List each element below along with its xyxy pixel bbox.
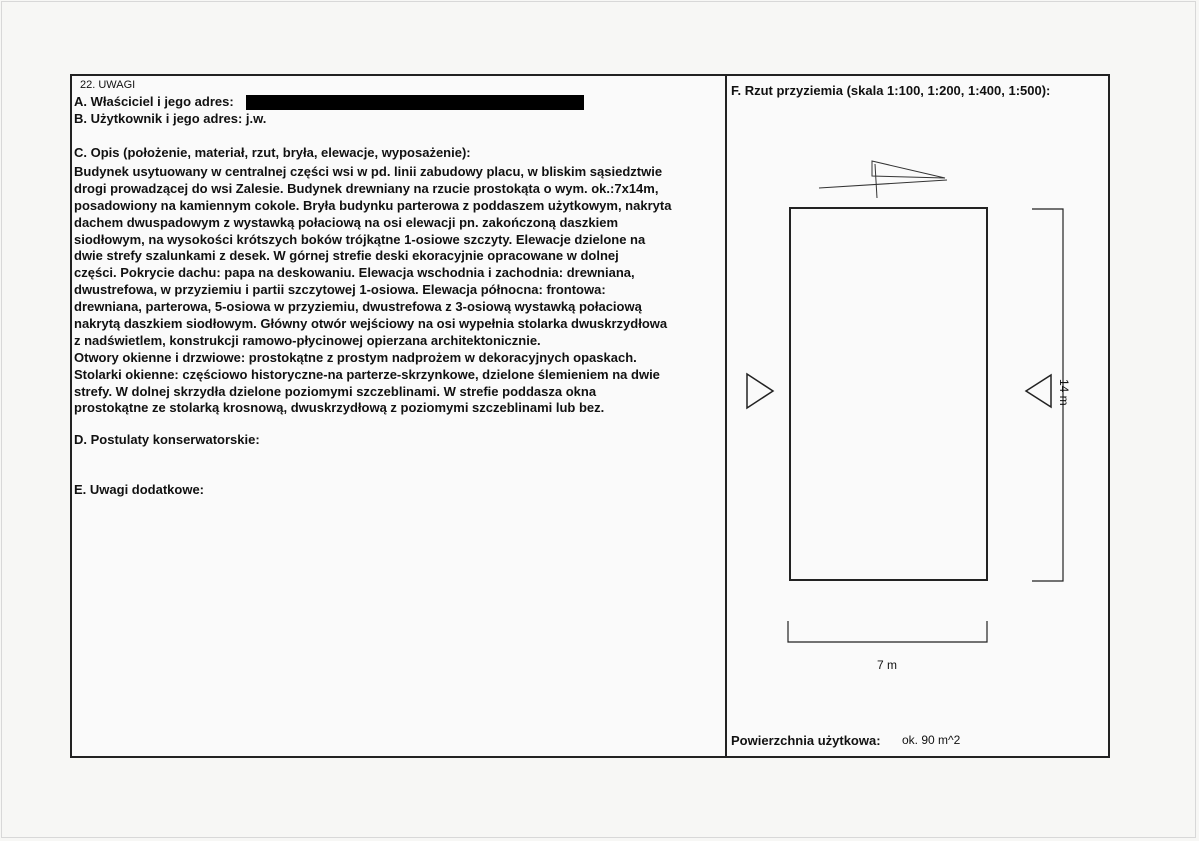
description-line: strefy. W dolnej skrzydła dzielone poziomymi szczeblinami. W strefie poddasza okna	[74, 383, 597, 399]
building-outline	[790, 208, 987, 580]
description-line: prostokątne ze stolarką krosnową, dwuskrzydłową z poziomymi szczeblinami lub bez.	[74, 400, 605, 416]
north-arrow-icon	[819, 161, 947, 198]
additional-remarks-label: E. Uwagi dodatkowe:	[74, 482, 205, 497]
length-dimension-label: 14 m	[1057, 379, 1071, 406]
east-entrance-triangle-icon	[747, 374, 773, 408]
inventory-card-form	[70, 74, 1110, 758]
description-text	[74, 164, 726, 417]
description-line: z nadświetlem, konstrukcji ramowo-płycinowej opierzana architektonicznie.	[74, 332, 541, 348]
description-line: dwustrefowa, w przyziemiu i partii szczytowej 1-osiowa. Elewacja północna: frontowa:	[74, 282, 606, 298]
description-line: drogi prowadzącej do wsi Zalesie. Budynek drewniany na rzucie prostokąta o wym. ok.:7x14m,	[74, 180, 659, 196]
floor-plan-section	[727, 76, 1108, 756]
postulates-label: D. Postulaty konserwatorskie:	[74, 432, 260, 447]
description-line: dwie strefy szalunkami z desek. W górnej strefie deski ekoracyjnie opracowane w dolnej	[74, 248, 619, 264]
section-number: 22. UWAGI	[80, 79, 136, 91]
owner-label: A. Właściciel i jego adres:	[74, 94, 234, 109]
floor-plan-title: F. Rzut przyziemia (skala 1:100, 1:200, 1:400, 1:500):	[731, 83, 1051, 98]
west-entrance-triangle-icon	[1026, 375, 1051, 407]
user-label: B. Użytkownik i jego adres: j.w.	[74, 111, 267, 126]
usable-area-value: ok. 90 m^2	[902, 733, 961, 747]
description-line: Otwory okienne i drzwiowe: prostokątne z prostym nadprożem w dekoracyjnych opaskach.	[74, 349, 637, 365]
description-line: Stolarki okienne: częściowo historyczne-na parterze-skrzynkowe, dzielone ślemieniem na dwie	[74, 366, 660, 382]
redacted-owner-address	[246, 95, 584, 110]
description-heading: C. Opis (położenie, materiał, rzut, bryła, elewacje, wyposażenie):	[74, 145, 471, 160]
description-line: drewniana, parterowa, 5-osiowa w przyziemiu, dwustrefowa z 3-osiową wystawką połaciową	[74, 299, 642, 315]
description-line: siodłowym, na wysokości krótszych boków trójkątne 1-osiowe szczyty. Elewacje dzielone na	[74, 231, 646, 247]
width-dimension-line	[788, 621, 987, 642]
description-line: posadowiony na kamiennym cokole. Bryła budynku parterowa z poddaszem użytkowym, nakryta	[74, 197, 672, 213]
width-dimension-label: 7 m	[877, 658, 898, 672]
description-line: nakrytą daszkiem siodłowym. Główny otwór wejściowy na osi wypełnia stolarka dwuskrzydłowa	[74, 316, 668, 332]
description-line: dachem dwuspadowym z wystawką połaciową na osi elewacji pn. zakończoną daszkiem	[74, 214, 619, 230]
remarks-section	[72, 76, 727, 756]
description-line: Budynek usytuowany w centralnej części wsi w pd. linii zabudowy placu, w bliskim sąsiedztwie	[74, 164, 663, 179]
usable-area-label: Powierzchnia użytkowa:	[731, 733, 881, 748]
floor-plan-drawing	[727, 76, 1108, 756]
description-line: części. Pokrycie dachu: papa na deskowaniu. Elewacja wschodnia i zachodnia: drewniana,	[74, 265, 635, 281]
